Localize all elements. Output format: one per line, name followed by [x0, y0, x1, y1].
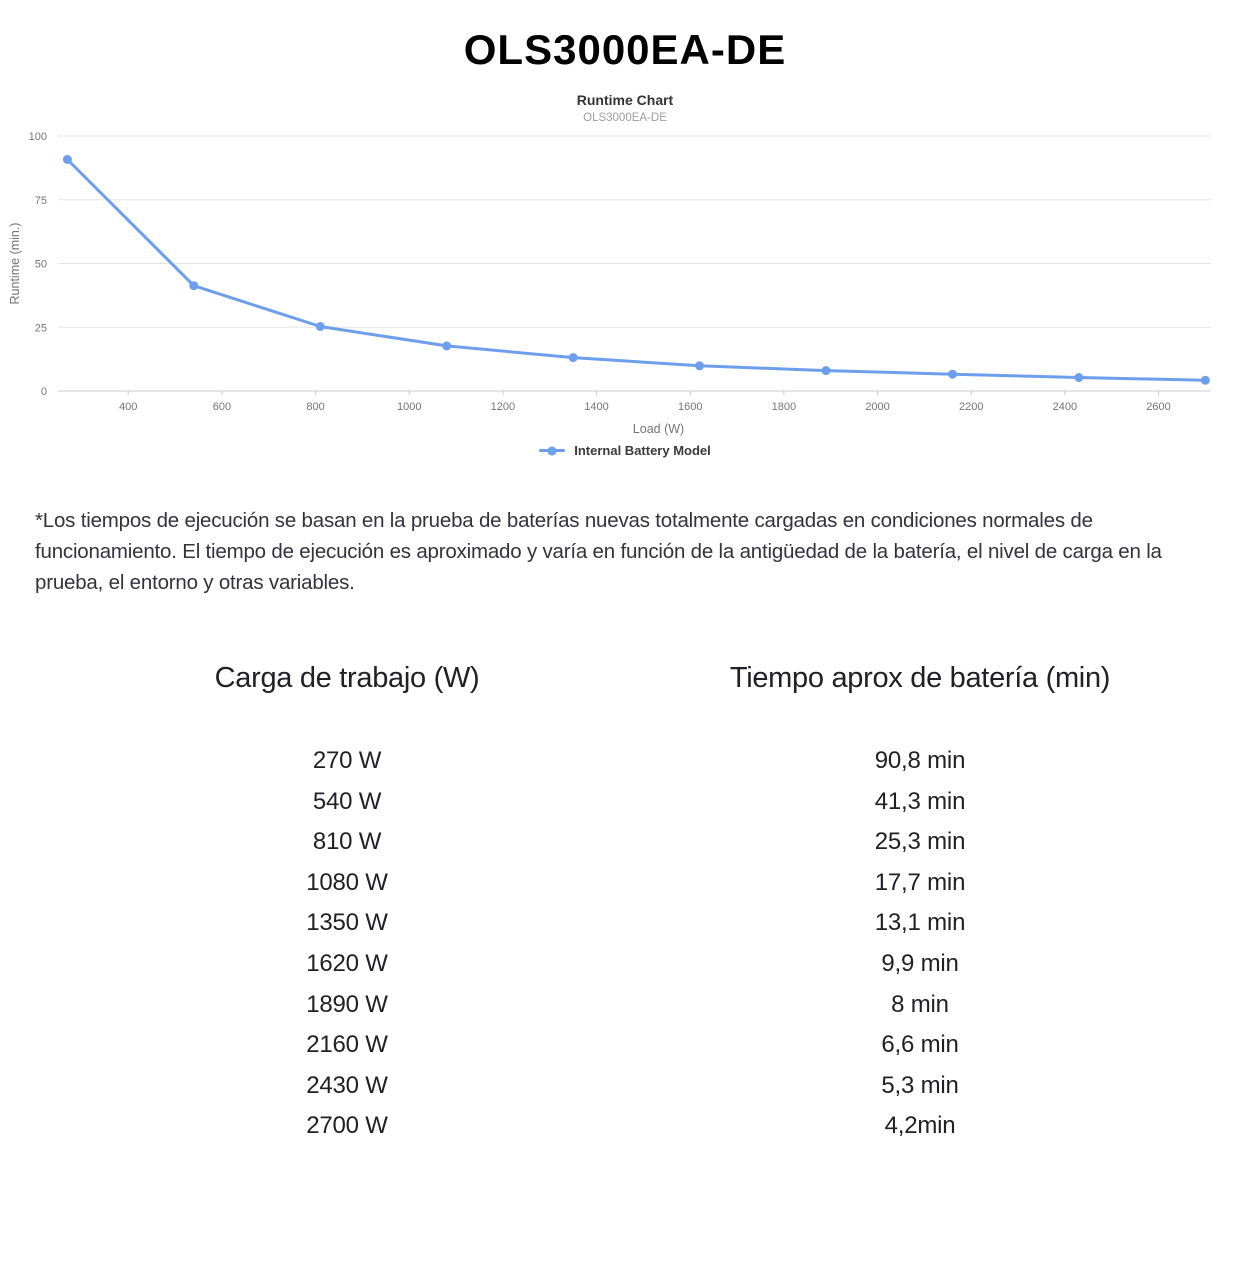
runtime-cell: 13,1 min [874, 909, 966, 937]
disclaimer-text: *Los tiempos de ejecución se basan en la prueba de baterías nuevas totalmente cargadas en condiciones normales de funcionamiento. El tiempo de ejecución es aproximado y varía en función de la antigüedad de la batería, el nivel de carga en la prueba, el entorno y otras variables. [35, 509, 1162, 594]
legend-dot-icon [548, 446, 557, 455]
svg-text:2400: 2400 [1052, 401, 1078, 413]
runtime-cell: 8 min [891, 990, 949, 1018]
table-row [97, 903, 1243, 944]
svg-text:25: 25 [34, 322, 47, 335]
runtime-chart [0, 130, 1250, 441]
runtime-cell: 90,8 min [874, 747, 966, 774]
svg-text:800: 800 [306, 401, 325, 413]
page-title: OLS3000EA-DE [463, 26, 787, 73]
table-row [97, 1066, 1243, 1107]
series-marker-icon [539, 446, 565, 456]
table-row [97, 863, 1243, 904]
svg-text:1200: 1200 [490, 401, 516, 413]
chart-title: Runtime Chart [576, 92, 674, 108]
svg-text:600: 600 [212, 401, 232, 413]
svg-text:2200: 2200 [958, 401, 984, 413]
load-cell: 2700 W [306, 1112, 388, 1140]
svg-text:0: 0 [40, 386, 47, 398]
svg-text:100: 100 [28, 131, 47, 143]
table-row [97, 1106, 1243, 1147]
chart-subtitle: OLS3000EA-DE [583, 112, 667, 124]
load-cell: 1080 W [306, 868, 388, 896]
runtime-line-chart-svg [0, 130, 1250, 436]
table-row [97, 782, 1243, 823]
svg-text:1400: 1400 [584, 401, 609, 413]
svg-text:2600: 2600 [1146, 401, 1171, 413]
svg-text:400: 400 [119, 401, 138, 413]
svg-text:1600: 1600 [677, 401, 703, 413]
runtime-chart-block [0, 92, 1250, 458]
svg-text:2000: 2000 [865, 401, 890, 413]
load-cell: 2160 W [306, 1031, 388, 1059]
svg-text:50: 50 [34, 258, 47, 271]
column-header-load: Carga de trabajo (W) [214, 662, 480, 694]
load-cell: 1350 W [306, 909, 388, 937]
svg-text:1800: 1800 [771, 401, 797, 413]
chart-legend [0, 443, 1250, 458]
table-row [97, 822, 1243, 863]
table-row [97, 985, 1243, 1026]
load-cell: 1620 W [306, 949, 388, 977]
runtime-cell: 17,7 min [874, 868, 966, 896]
table-row [97, 1025, 1243, 1066]
runtime-cell: 6,6 min [881, 1031, 959, 1059]
svg-text:Runtime (min.): Runtime (min.) [8, 222, 22, 305]
load-cell: 810 W [312, 828, 382, 856]
table-row [97, 944, 1243, 985]
runtime-cell: 25,3 min [874, 828, 966, 856]
load-cell: 2430 W [306, 1071, 388, 1099]
svg-text:75: 75 [34, 194, 47, 207]
svg-text:Load (W): Load (W) [632, 422, 685, 436]
column-header-runtime: Tiempo aprox de batería (min) [729, 662, 1111, 694]
legend-label: Internal Battery Model [574, 443, 711, 458]
runtime-cell: 5,3 min [881, 1071, 959, 1099]
runtime-table [97, 662, 1243, 1147]
table-body [97, 741, 1243, 1147]
table-row [97, 741, 1243, 782]
table-header-row [97, 662, 1243, 695]
load-cell: 270 W [312, 747, 382, 774]
runtime-cell: 9,9 min [881, 949, 959, 977]
load-cell: 1890 W [306, 990, 388, 1018]
load-cell: 540 W [312, 787, 382, 815]
runtime-cell: 4,2min [884, 1112, 956, 1140]
svg-text:1000: 1000 [396, 401, 422, 413]
runtime-cell: 41,3 min [874, 787, 966, 815]
